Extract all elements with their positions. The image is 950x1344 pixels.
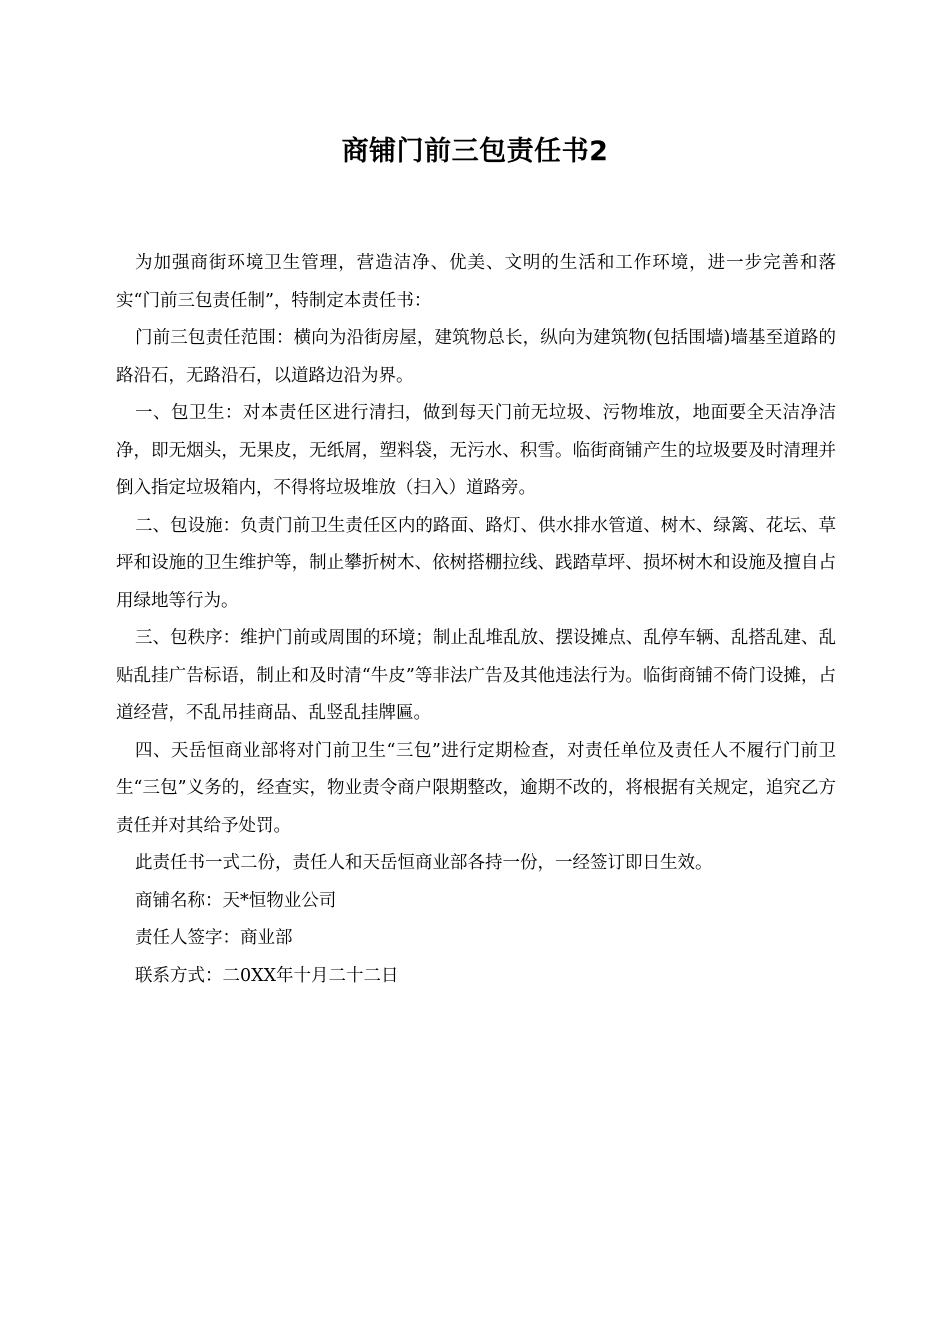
shop-name-line: 商铺名称：天*恒物业公司 <box>135 890 337 911</box>
order-paragraph: 三、包秩序：维护门前或周围的环境；制止乱堆乱放、摆设摊点、乱停车辆、乱搭乱建、乱贴乱挂广告标语，制止和及时清“牛皮”等非法广告及其他违法行为。临街商铺不倚门设摊，占道经营，不乱吊挂商品、乱竖乱挂牌匾。 <box>116 628 836 723</box>
intro-paragraph: 为加强商街环境卫生管理，营造洁净、优美、文明的生活和工作环境，进一步完善和落实“门前三包责任制”，特制定本责任书： <box>116 253 836 311</box>
contact-date-line: 联系方式：二0XX年十月二十二日 <box>135 965 399 986</box>
facilities-paragraph: 二、包设施：负责门前卫生责任区内的路面、路灯、供水排水管道、树木、绿篱、花坛、草坪和设施的卫生维护等，制止攀折树木、依树搭棚拉线、践踏草坪、损坏树木和设施及擅自占用绿地等行为。 <box>116 515 836 611</box>
scope-paragraph: 门前三包责任范围：横向为沿街房屋，建筑物总长，纵向为建筑物(包括围墙)墙基至道路的路沿石，无路沿石，以道路边沿为界。 <box>116 328 836 386</box>
sanitation-paragraph: 一、包卫生：对本责任区进行清扫，做到每天门前无垃圾、污物堆放，地面要全天洁净洁净，即无烟头，无果皮，无纸屑，塑料袋，无污水、积雪。临街商铺产生的垃圾要及时清理并倒入指定垃圾箱内，不得将垃圾堆放（扫入）道路旁。 <box>116 403 836 498</box>
document-body <box>116 245 836 995</box>
inspection-paragraph: 四、天岳恒商业部将对门前卫生“三包”进行定期检查，对责任单位及责任人不履行门前卫生“三包”义务的，经查实，物业责令商户限期整改，逾期不改的，将根据有关规定，追究乙方责任并对其给予处罚。 <box>116 740 836 836</box>
copies-paragraph: 此责任书一式二份，责任人和天岳恒商业部各持一份，一经签订即日生效。 <box>135 853 713 873</box>
document-title: 商铺门前三包责任书2 <box>341 136 609 167</box>
signature-line: 责任人签字：商业部 <box>135 928 293 948</box>
